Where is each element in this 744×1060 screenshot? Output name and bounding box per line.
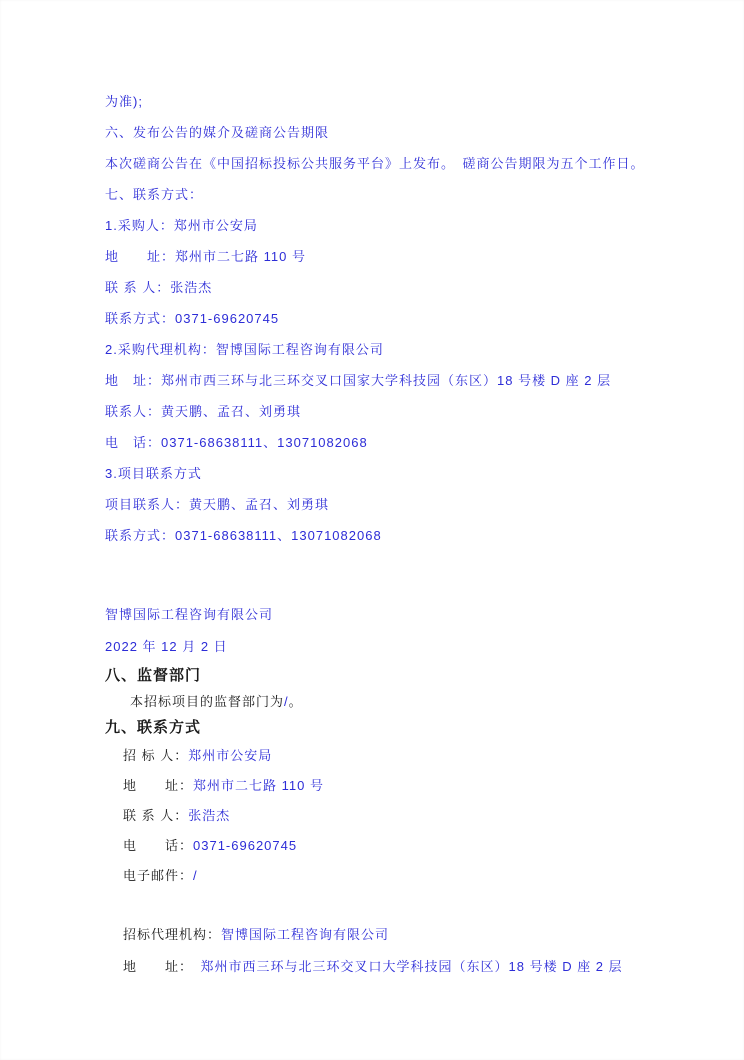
section9-fields bbox=[0, 741, 744, 891]
section9-agency-fields bbox=[0, 919, 744, 983]
purchaser-phone: 联系方式：0371-69620745 bbox=[105, 311, 280, 326]
project-contact-title: 3.项目联系方式 bbox=[105, 466, 202, 481]
purchaser-address: 地 址：郑州市二七路 110 号 bbox=[105, 249, 306, 264]
signature-block bbox=[0, 599, 744, 663]
section9-heading: 九、联系方式 bbox=[105, 719, 202, 736]
agency-name-value: 智博国际工程咨询有限公司 bbox=[221, 927, 390, 942]
agency-address-label: 地 址： bbox=[123, 959, 201, 974]
contact-person-value: 张浩杰 bbox=[188, 808, 231, 823]
agency-name-row bbox=[123, 919, 714, 951]
continuation-text: 为准); bbox=[105, 94, 143, 109]
address-label: 地 址： bbox=[123, 778, 194, 793]
section6-body: 本次磋商公告在《中国招标投标公共服务平台》上发布。 磋商公告期限为五个工作日。 bbox=[105, 156, 645, 171]
project-contact-phone: 联系方式：0371-68638111、13071082068 bbox=[105, 528, 382, 543]
tenderer-value: 郑州市公安局 bbox=[188, 748, 273, 763]
section8-heading: 八、监督部门 bbox=[105, 667, 202, 684]
contact-person-label: 联 系 人： bbox=[123, 808, 189, 823]
tenderer-label: 招 标 人： bbox=[123, 748, 189, 763]
signature-date: 2022 年 12 月 2 日 bbox=[105, 639, 228, 654]
purchaser-contact: 联 系 人：张浩杰 bbox=[105, 280, 213, 295]
address-row bbox=[123, 771, 744, 801]
agency-address: 地 址：郑州市西三环与北三环交叉口国家大学科技园（东区）18 号楼 D 座 2 层 bbox=[105, 373, 612, 388]
purchaser-title: 1.采购人：郑州市公安局 bbox=[105, 218, 258, 233]
agency-phone: 电 话：0371-68638111、13071082068 bbox=[105, 435, 368, 450]
section8-body-value: / bbox=[284, 694, 289, 709]
section7-heading: 七、联系方式： bbox=[105, 187, 204, 202]
address-value: 郑州市二七路 110 号 bbox=[193, 778, 324, 793]
email-value: / bbox=[193, 868, 198, 883]
email-label: 电子邮件： bbox=[123, 868, 194, 883]
signature-company: 智博国际工程咨询有限公司 bbox=[105, 607, 274, 622]
agency-title: 2.采购代理机构：智博国际工程咨询有限公司 bbox=[105, 342, 384, 357]
email-row bbox=[123, 861, 744, 891]
phone-row bbox=[123, 831, 744, 861]
phone-value: 0371-69620745 bbox=[193, 838, 298, 853]
section6-heading: 六、发布公告的媒介及磋商公告期限 bbox=[105, 125, 330, 140]
agency-address-row bbox=[123, 951, 714, 983]
agency-name-label: 招标代理机构： bbox=[123, 927, 222, 942]
section8-body bbox=[0, 689, 744, 715]
project-contact-names: 项目联系人：黄天鹏、孟召、刘勇琪 bbox=[105, 497, 330, 512]
tenderer-row bbox=[123, 741, 744, 771]
section8-body-suffix: 。 bbox=[288, 694, 303, 709]
contact-person-row bbox=[123, 801, 744, 831]
agency-address-value: 郑州市西三环与北三环交叉口大学科技园（东区）18 号楼 D 座 2 层 bbox=[200, 959, 623, 974]
agency-contact: 联系人：黄天鹏、孟召、刘勇琪 bbox=[105, 404, 302, 419]
section8-body-prefix: 本招标项目的监督部门为 bbox=[130, 694, 285, 709]
phone-label: 电 话： bbox=[123, 838, 194, 853]
